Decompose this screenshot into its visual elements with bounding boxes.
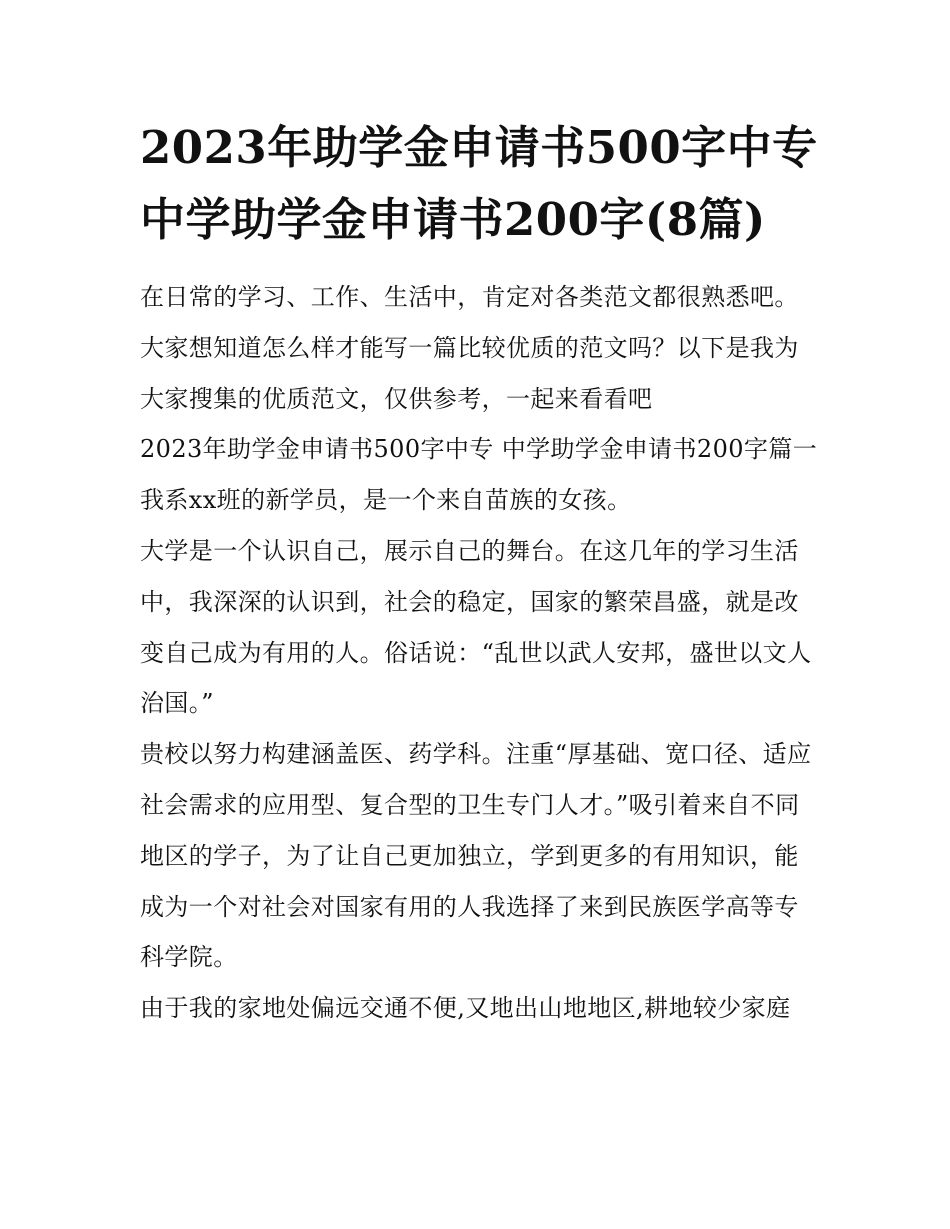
document-body [140,112,818,1034]
paragraph-intro: 在日常的学习、工作、生活中，肯定对各类范文都很熟悉吧。大家想知道怎么样才能写一篇比较优质的范文吗？以下是我为大家搜集的优质范文，仅供参考，一起来看看吧 [140,283,799,413]
paragraph-university: 大学是一个认识自己，展示自己的舞台。在这几年的学习生活中，我深深的认识到，社会的稳定，国家的繁荣昌盛，就是改变自己成为有用的人。俗话说：“乱世以武人安邦，盛世以文人治国。” [140,536,812,718]
document-title: 2023年助学金申请书500字中专 中学助学金申请书200字(8篇) [140,121,818,246]
paragraph-school: 贵校以努力构建涵盖医、药学科。注重“厚基础、宽口径、适应社会需求的应用型、复合型的卫生专门人才。”吸引着来自不同地区的学子，为了让自己更加独立，学到更多的有用知识，能成为一个对社会对国家有用的人我选择了来到民族医学高等专科学院。 [140,740,812,972]
paragraph-family: 由于我的家地处偏远交通不便,又地出山地地区,耕地较少家庭 [140,994,791,1023]
paragraph-section-one: 2023年助学金申请书500字中专 中学助学金申请书200字篇一 我系xx班的新学员，是一个来自苗族的女孩。 [140,435,818,515]
